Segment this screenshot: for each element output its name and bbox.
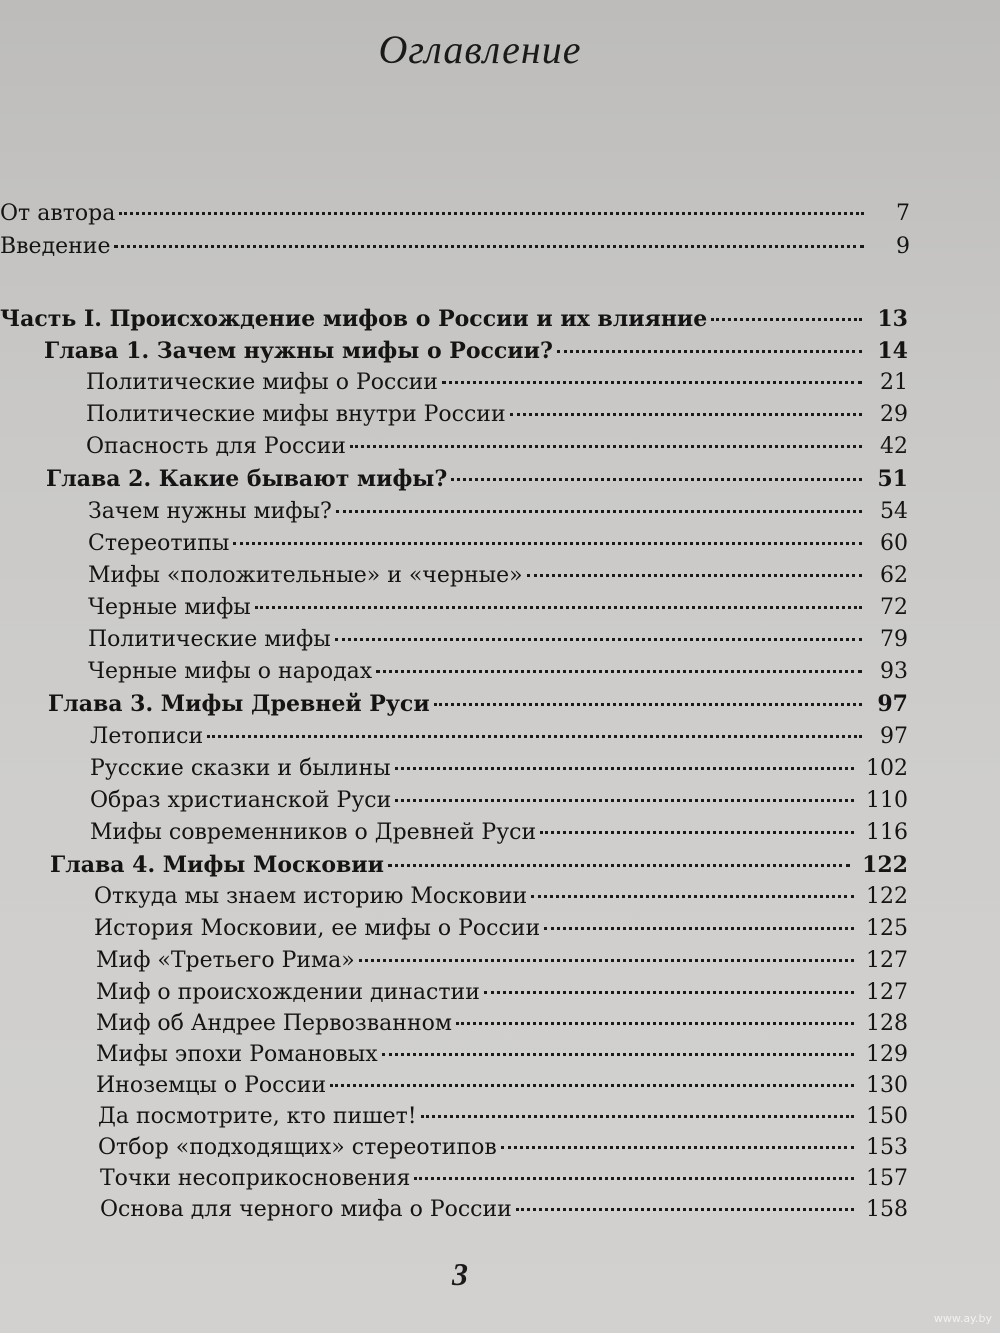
entry-page-number: 157 (866, 1166, 908, 1191)
dot-leader (531, 895, 854, 898)
dot-leader (114, 245, 864, 248)
dot-leader (557, 350, 862, 353)
page-number-footer: 3 (452, 1256, 468, 1292)
toc-entry-section (90, 722, 908, 752)
toc-entry-section (96, 978, 908, 1008)
dot-leader (456, 1022, 854, 1025)
entry-label: Точки несоприкосновения (100, 1166, 411, 1191)
dot-leader (388, 864, 850, 867)
entry-label: Да посмотрите, кто пишет! (98, 1104, 417, 1129)
dot-leader (350, 445, 862, 448)
toc-entry-section (88, 497, 908, 527)
entry-label: Миф о происхождении династии (96, 980, 480, 1005)
dot-leader (382, 1053, 854, 1056)
entry-page-number: 13 (877, 306, 908, 332)
toc-entry-section (88, 529, 908, 559)
toc-entry-part-1 (0, 304, 908, 334)
entry-page-number: 128 (866, 1011, 908, 1036)
dot-leader (527, 574, 862, 577)
toc-entry-section (98, 1102, 908, 1132)
entry-label: Миф «Третьего Рима» (96, 948, 355, 973)
dot-leader (544, 927, 854, 930)
entry-page-number: 125 (866, 916, 908, 941)
toc-entry-section (100, 1164, 908, 1194)
dot-leader (451, 478, 862, 481)
toc-entry-chapter-1 (44, 336, 908, 366)
toc-entry-section (98, 1133, 908, 1163)
entry-label: Отбор «подходящих» стереотипов (98, 1135, 497, 1160)
dot-leader (501, 1146, 854, 1149)
toc-entry-section (86, 400, 908, 430)
dot-leader (233, 542, 862, 545)
toc-entry-section (100, 1195, 908, 1225)
entry-page-number: 102 (866, 756, 908, 781)
entry-page-number: 150 (866, 1104, 908, 1129)
toc-entry-section (86, 368, 908, 398)
entry-page-number: 97 (880, 724, 908, 749)
entry-page-number: 29 (880, 402, 908, 427)
entry-label: Глава 2. Какие бывают мифы? (46, 466, 448, 492)
entry-label: Политические мифы внутри России (86, 402, 506, 427)
entry-label: Политические мифы о России (86, 370, 438, 395)
entry-page-number: 14 (877, 338, 908, 364)
toc-entry-section (94, 914, 908, 944)
entry-label: Глава 3. Мифы Древней Руси (48, 691, 430, 717)
entry-page-number: 122 (866, 884, 908, 909)
entry-label: От автора (0, 201, 116, 226)
entry-label: Миф об Андрее Первозванном (96, 1011, 452, 1036)
dot-leader (484, 991, 854, 994)
entry-page-number: 21 (880, 370, 908, 395)
page-title: Оглавление (378, 27, 582, 72)
entry-label: Черные мифы о народах (88, 659, 373, 684)
dot-leader (414, 1177, 854, 1180)
entry-page-number: 153 (866, 1135, 908, 1160)
entry-label: Образ христианской Руси (90, 788, 392, 813)
entry-page-number: 129 (866, 1042, 908, 1067)
dot-leader (330, 1084, 854, 1087)
entry-page-number: 127 (866, 948, 908, 973)
toc-entry-section (94, 882, 908, 912)
entry-page-number: 9 (896, 234, 910, 259)
toc-entry-section (90, 818, 908, 848)
entry-page-number: 60 (880, 531, 908, 556)
dot-leader (711, 318, 862, 321)
dot-leader (395, 799, 854, 802)
entry-label: Часть I. Происхождение мифов о России и их влияние (0, 306, 708, 332)
dot-leader (336, 510, 862, 513)
watermark: www.ay.by (933, 1312, 992, 1325)
dot-leader (540, 831, 854, 834)
entry-label: Опасность для России (86, 434, 346, 459)
toc-entry-section (90, 754, 908, 784)
toc-entry-chapter-2 (46, 464, 908, 494)
toc-entry-section (96, 1009, 908, 1039)
entry-label: Глава 4. Мифы Московии (50, 852, 384, 878)
dot-leader (335, 638, 862, 641)
dot-leader (510, 413, 862, 416)
dot-leader (421, 1115, 854, 1118)
toc-entry-section (86, 432, 908, 462)
dot-leader (359, 959, 854, 962)
dot-leader (516, 1208, 854, 1211)
toc-entry-section (88, 657, 908, 687)
entry-label: Черные мифы (88, 595, 251, 620)
entry-label: Мифы «положительные» и «черные» (88, 563, 523, 588)
entry-page-number: 158 (866, 1197, 908, 1222)
toc-entry-section (88, 625, 908, 655)
toc-entry-section (90, 786, 908, 816)
dot-leader (376, 670, 862, 673)
entry-label: Мифы эпохи Романовых (96, 1042, 378, 1067)
toc-entry-from-author (0, 199, 910, 229)
entry-label: Политические мифы (88, 627, 331, 652)
entry-label: Летописи (90, 724, 204, 749)
entry-page-number: 62 (880, 563, 908, 588)
entry-page-number: 127 (866, 980, 908, 1005)
entry-page-number: 130 (866, 1073, 908, 1098)
entry-label: Глава 1. Зачем нужны мифы о России? (44, 338, 553, 364)
entry-label: Основа для черного мифа о России (100, 1197, 512, 1222)
entry-label: Откуда мы знаем историю Московии (94, 884, 528, 909)
entry-page-number: 79 (880, 627, 908, 652)
entry-page-number: 97 (877, 691, 908, 717)
entry-page-number: 7 (896, 201, 910, 226)
toc-entry-section (88, 561, 908, 591)
dot-leader (395, 767, 854, 770)
dot-leader (119, 212, 864, 215)
entry-label: Введение (0, 234, 111, 259)
entry-label: Стереотипы (88, 531, 230, 556)
entry-page-number: 116 (866, 820, 908, 845)
entry-label: Русские сказки и былины (90, 756, 391, 781)
entry-page-number: 110 (866, 788, 908, 813)
entry-page-number: 93 (880, 659, 908, 684)
entry-label: Зачем нужны мифы? (88, 499, 332, 524)
entry-page-number: 42 (880, 434, 908, 459)
entry-page-number: 54 (880, 499, 908, 524)
dot-leader (207, 735, 862, 738)
entry-page-number: 122 (862, 852, 908, 878)
toc-entry-introduction (0, 232, 910, 262)
toc-entry-chapter-4 (50, 850, 908, 880)
toc-entry-chapter-3 (48, 689, 908, 719)
dot-leader (442, 381, 862, 384)
entry-page-number: 51 (877, 466, 908, 492)
entry-label: Иноземцы о России (96, 1073, 327, 1098)
toc-entry-section (96, 1040, 908, 1070)
entry-page-number: 72 (880, 595, 908, 620)
dot-leader (255, 606, 862, 609)
toc-entry-section (96, 1071, 908, 1101)
toc-entry-section (88, 593, 908, 623)
entry-label: История Московии, ее мифы о России (94, 916, 541, 941)
toc-entry-section (96, 946, 908, 976)
entry-label: Мифы современников о Древней Руси (90, 820, 537, 845)
dot-leader (434, 703, 862, 706)
